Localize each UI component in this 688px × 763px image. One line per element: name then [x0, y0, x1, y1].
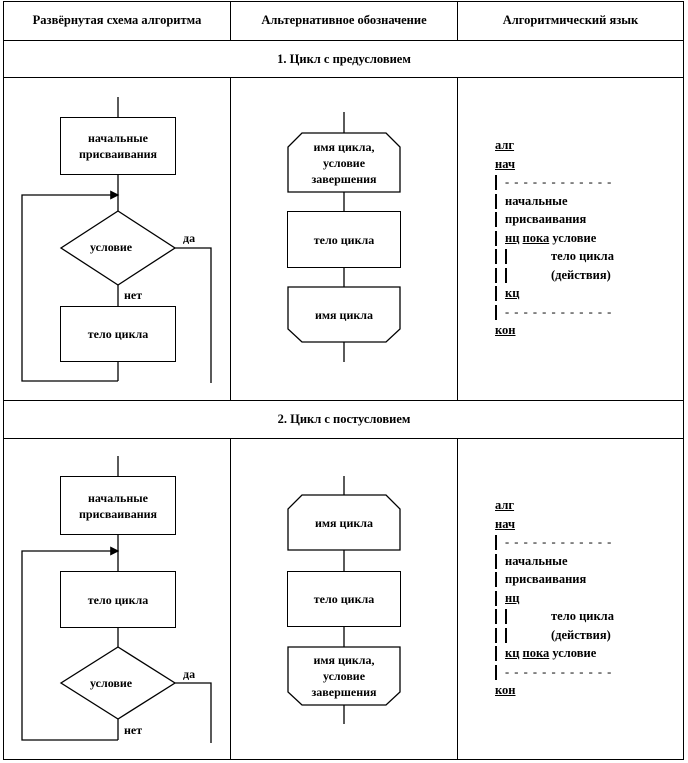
code1-dashes-top: - - - - - - - - - - - - — [505, 175, 613, 189]
flow2-body-box: тело цикла — [60, 571, 176, 628]
alt1-head-label: имя цикла, условие завершения — [311, 139, 377, 186]
alt1-body-box: тело цикла — [287, 211, 401, 268]
code2-until-kw: пока — [522, 646, 550, 660]
flow1-body-box: тело цикла — [60, 306, 176, 362]
code1-while-kw: пока — [522, 230, 550, 245]
alt2-head-label: имя цикла — [314, 515, 374, 530]
code1-begin: нач — [495, 156, 516, 171]
code1-listing — [495, 136, 614, 340]
code1-body2: (действия) — [551, 267, 611, 282]
code2-begin: нач — [495, 516, 516, 531]
code1-alg: алг — [495, 138, 515, 152]
code2-end-loop: кц — [505, 646, 520, 660]
code2-cond: условие — [552, 646, 597, 660]
section-2-title: 2. Цикл с постусловием — [277, 412, 411, 426]
code1-end-loop: кц — [505, 286, 520, 300]
code2-dashes-bottom: - - - - - - - - - - - - — [505, 664, 613, 679]
flow1-no-label: нет — [124, 288, 143, 302]
code1-init2: присваивания — [505, 212, 587, 226]
code2-body1: тело цикла — [551, 609, 614, 623]
code1-cond: условие — [552, 230, 597, 245]
code2-init1: начальные — [505, 553, 568, 568]
section-1-title: 1. Цикл с предусловием — [277, 51, 411, 66]
header-col-3: Алгоритмический язык — [502, 12, 639, 27]
header-col-1: Развёрнутая схема алгоритма — [32, 12, 202, 27]
code2-dashes-top: - - - - - - - - - - - - — [505, 535, 613, 549]
flow2-yes-label: да — [183, 667, 196, 681]
flow1-yes-label: да — [183, 231, 196, 245]
flow1-condition-label: условие — [90, 240, 133, 254]
code2-init2: присваивания — [505, 572, 587, 586]
header-col-2: Альтернативное обозначение — [261, 12, 427, 27]
flow1-init-box: начальные присваивания — [60, 117, 176, 175]
alt2-body-box: тело цикла — [287, 571, 401, 627]
code2-loop-kw: нц — [505, 590, 520, 605]
code1-body1: тело цикла — [551, 249, 614, 263]
code1-loop-kw: нц — [505, 230, 520, 245]
code1-end: кон — [495, 323, 516, 337]
flow2-condition-label: условие — [90, 676, 133, 690]
alt1-tail-label: имя цикла — [314, 307, 374, 322]
alt2-tail-label: имя цикла, условие завершения — [311, 653, 377, 699]
code1-init1: начальные — [505, 193, 568, 208]
code1-dashes-bottom: - - - - - - - - - - - - — [505, 304, 613, 319]
code2-body2: (действия) — [551, 627, 611, 642]
code2-listing — [495, 496, 614, 700]
flow2-init-box: начальные присваивания — [60, 476, 176, 535]
code2-end: кон — [495, 683, 516, 697]
flow2-no-label: нет — [124, 723, 143, 737]
code2-alg: алг — [495, 498, 515, 512]
